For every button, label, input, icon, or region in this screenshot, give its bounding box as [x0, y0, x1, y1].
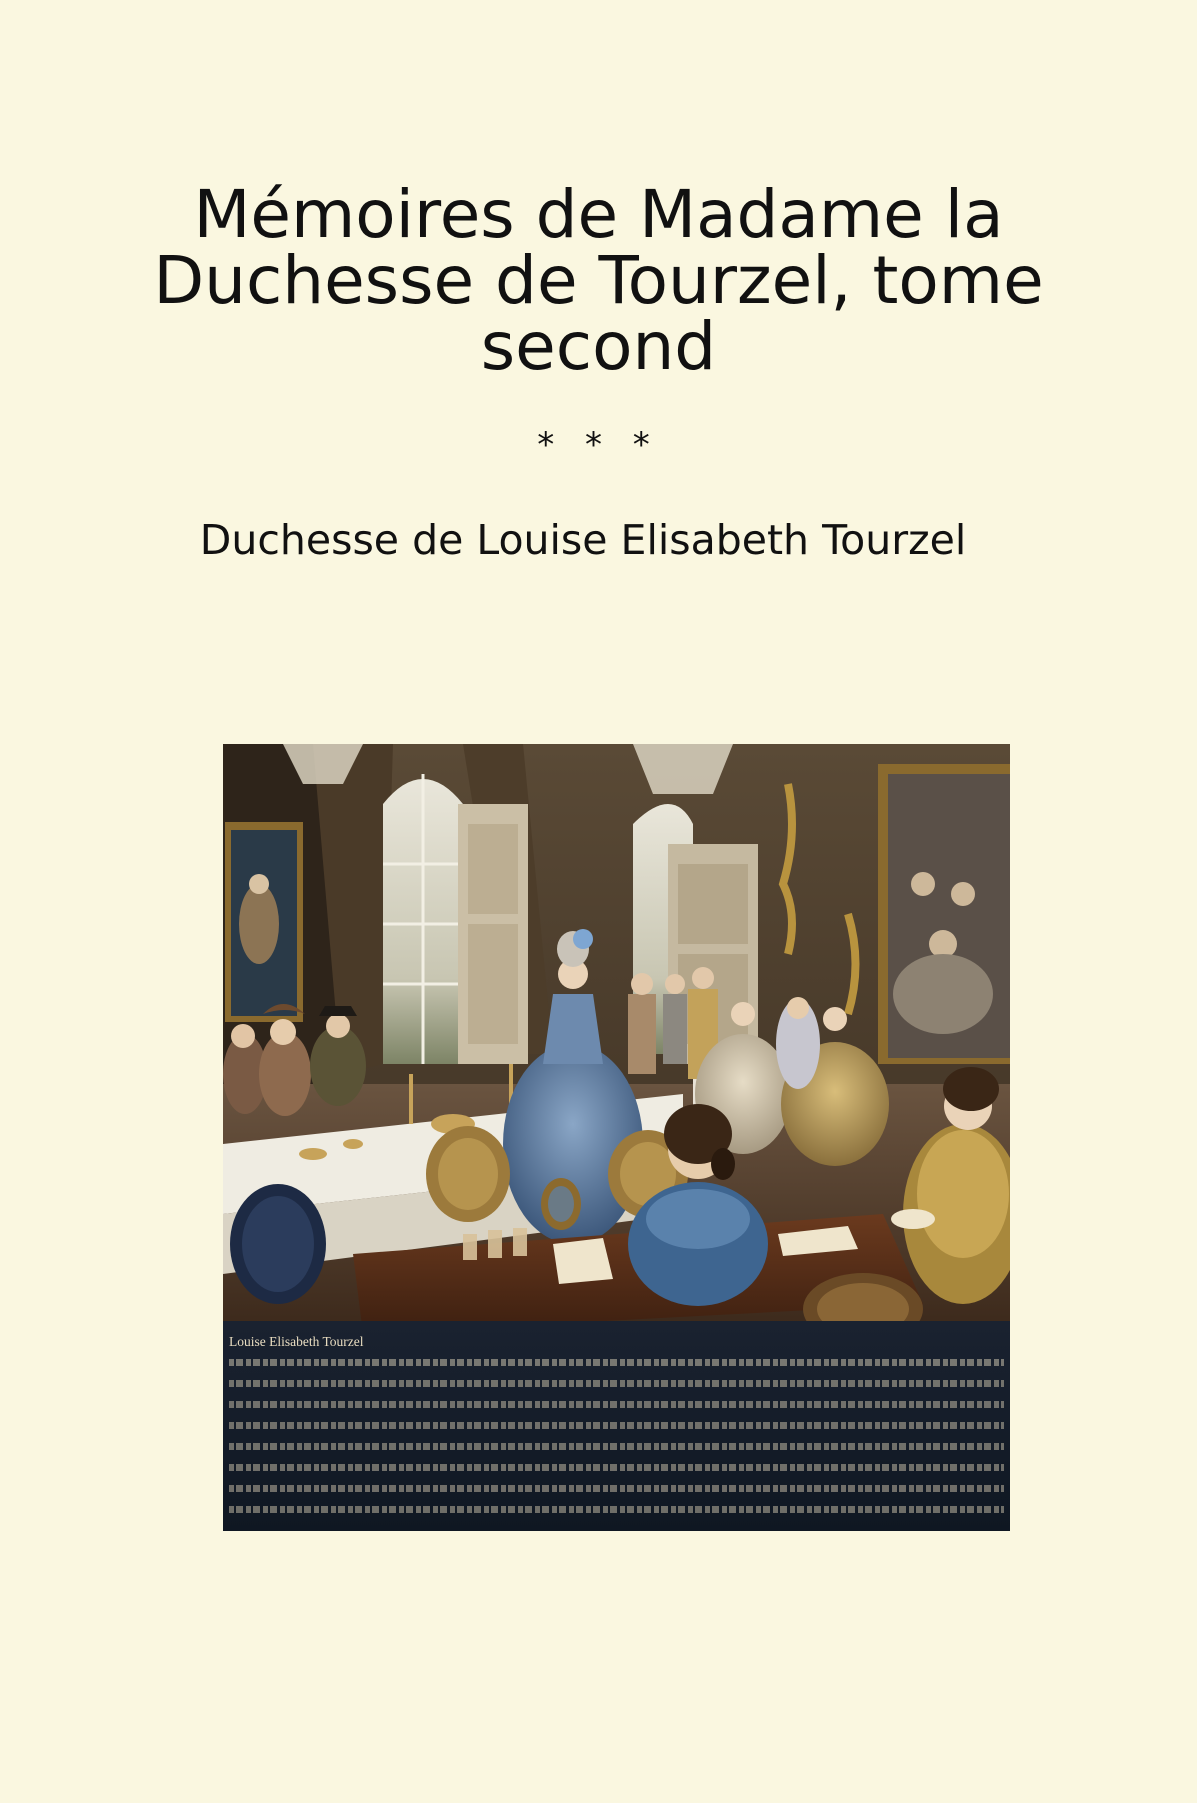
- caption-text-texture: [229, 1422, 1004, 1429]
- book-title: Mémoires de Madame la Duchesse de Tourzel, tome second: [153, 176, 1044, 385]
- caption-line: Louise Elisabeth Tourzel: [229, 1334, 364, 1349]
- caption-line: [229, 1394, 1004, 1415]
- caption-text-texture: [229, 1380, 1004, 1387]
- caption-line: [229, 1457, 1004, 1478]
- caption-text-texture: [229, 1401, 1004, 1408]
- caption-line: [229, 1415, 1004, 1436]
- caption-text-texture: [229, 1443, 1004, 1450]
- caption-line: [229, 1478, 1004, 1499]
- caption-text-texture: [229, 1485, 1004, 1492]
- caption-text-texture: [229, 1359, 1004, 1366]
- cover-caption-band: [223, 1321, 1010, 1531]
- cover-illustration: [223, 744, 1010, 1531]
- title-separator: * * *: [537, 425, 660, 465]
- caption-line: [229, 1499, 1004, 1520]
- book-author: Duchesse de Louise Elisabeth Tourzel: [199, 516, 967, 564]
- caption-line: [229, 1436, 1004, 1457]
- caption-text-texture: [229, 1464, 1004, 1471]
- caption-line: [229, 1352, 1004, 1373]
- caption-text-texture: [229, 1506, 1004, 1513]
- caption-line: [229, 1373, 1004, 1394]
